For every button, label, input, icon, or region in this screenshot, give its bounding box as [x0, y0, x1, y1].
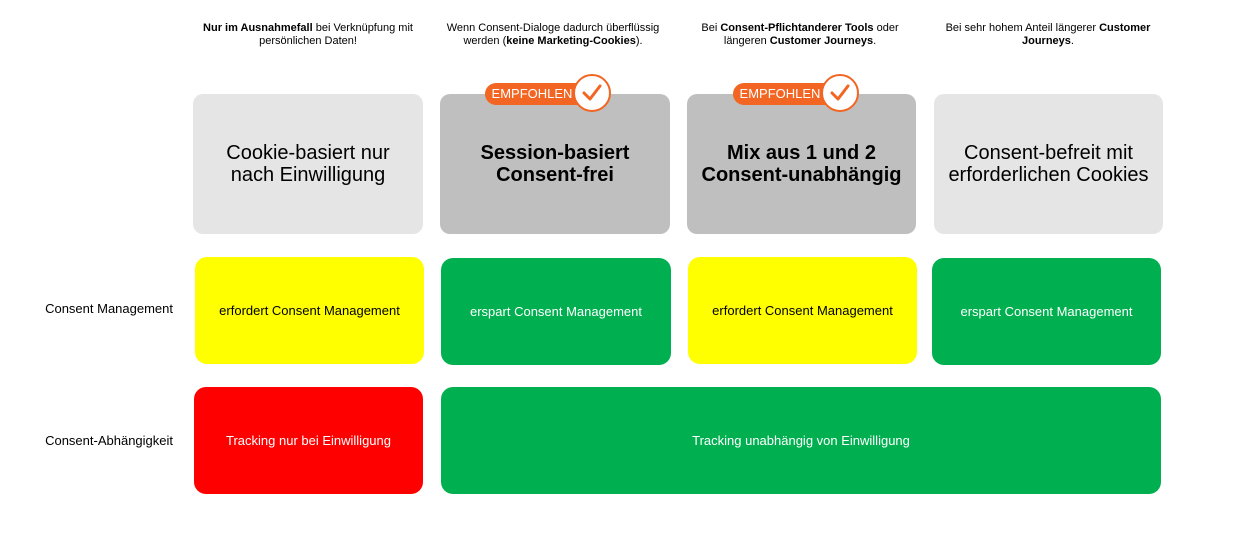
option-card-2 [440, 94, 670, 234]
note-1-bold: Nur im Ausnahmefall [203, 22, 313, 34]
note-option-2 [443, 22, 663, 48]
recommended-label: EMPFOHLEN [733, 83, 843, 105]
option-1-line1: Cookie-basiert nur [226, 142, 390, 164]
note-option-4 [938, 22, 1158, 48]
option-4-line1: Consent-befreit mit [964, 142, 1133, 164]
consent-dependency-cell-2: Tracking unabhängig von Einwilligung [441, 387, 1161, 494]
option-card-4-title [948, 142, 1148, 186]
consent-management-cell-2: erspart Consent Management [441, 258, 671, 365]
option-1-line2: nach Einwilligung [230, 164, 386, 186]
note-3-text: Bei [701, 22, 721, 34]
note-2-bold: keine Marketing-Cookies [506, 35, 636, 47]
option-card-2-title [481, 142, 630, 186]
note-4-bold: Customer Journeys [1022, 22, 1151, 47]
row-label-consent-management: Consent Management [45, 301, 173, 316]
note-3-tail: . [873, 35, 877, 47]
note-2-text: Wenn Consent-Dialoge dadurch überflüssig werden ( [446, 22, 660, 47]
note-4-text: Bei sehr hohem Anteil längerer [945, 22, 1100, 34]
consent-dependency-cell-1: Tracking nur bei Einwilligung [194, 387, 423, 494]
option-2-line2: Consent-frei [496, 164, 614, 186]
option-card-4 [934, 94, 1163, 234]
note-3-mid: oder längeren [723, 22, 899, 47]
recommended-badge-option-3 [733, 74, 873, 112]
note-option-1 [198, 22, 418, 48]
option-3-line2: Consent-unabhängig [701, 164, 902, 186]
consent-management-cell-1: erfordert Consent Management [195, 257, 424, 364]
note-2-tail: ). [635, 35, 643, 47]
option-card-3 [687, 94, 916, 234]
note-4-tail: . [1070, 35, 1074, 47]
checkmark-icon [573, 74, 611, 112]
recommended-badge-option-2 [485, 74, 625, 112]
option-4-line2: erforderlichen Cookies [948, 164, 1149, 186]
recommended-label: EMPFOHLEN [485, 83, 595, 105]
option-2-line1: Session-basiert [480, 142, 630, 164]
note-3-bold-1: Consent-Pflicht [720, 22, 802, 34]
option-card-1-title [226, 142, 389, 186]
note-1-text: bei Verknüpfung mit persönlichen Daten! [259, 22, 413, 47]
consent-management-cell-3: erfordert Consent Management [688, 257, 917, 364]
row-label-consent-dependency: Consent-Abhängigkeit [45, 433, 173, 448]
checkmark-icon [821, 74, 859, 112]
note-3-bold-3: Customer Journeys [769, 35, 874, 47]
note-option-3 [690, 22, 910, 48]
option-card-3-title [702, 142, 902, 186]
option-3-line1: Mix aus 1 und 2 [727, 142, 876, 164]
option-card-1 [193, 94, 423, 234]
consent-management-cell-4: erspart Consent Management [932, 258, 1161, 365]
note-3-bold-2: anderer Tools [801, 22, 874, 34]
